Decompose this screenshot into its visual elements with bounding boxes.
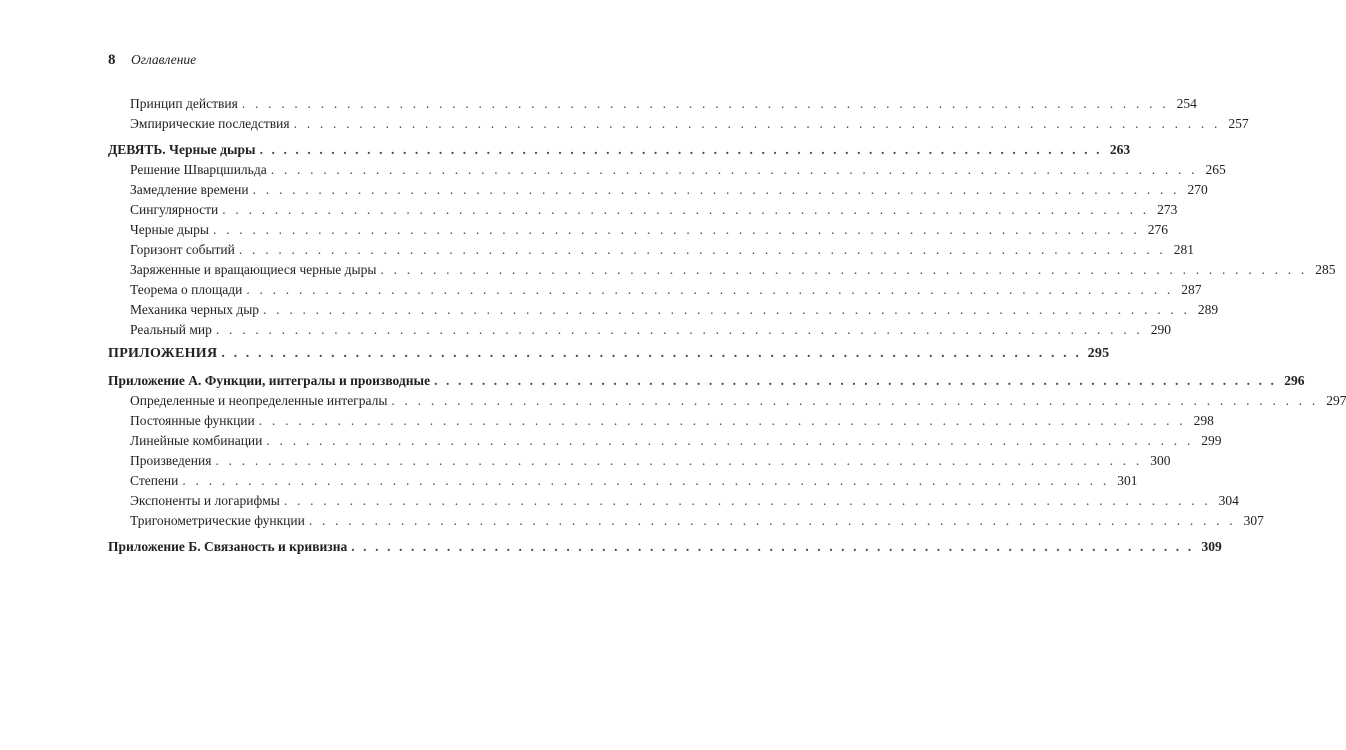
toc-entry[interactable] (108, 471, 1138, 491)
dot-leader: . . . . . . . . . . . . . . . . . . . . . . . . . . . . . . . . . . . . . . . . . . . . . . . . . . . . . . . . . . . . . . . . . . . . . . . (215, 322, 1143, 337)
toc-entry[interactable] (108, 491, 1239, 511)
toc-entry-page: 297 (1326, 393, 1346, 408)
toc-entry[interactable] (108, 160, 1226, 180)
toc-entry[interactable] (108, 240, 1194, 260)
toc-part-label: ПРИЛОЖЕНИЯ (108, 346, 218, 361)
toc-entry[interactable] (108, 94, 1197, 114)
dot-leader: . . . . . . . . . . . . . . . . . . . . . . . . . . . . . . . . . . . . . . . . . . . . . . . . . . . . . . . . . . . . . . . . . . . . . . . (252, 182, 1180, 197)
dot-leader: . . . . . . . . . . . . . . . . . . . . . . . . . . . . . . . . . . . . . . . . . . . . . . . . . . . . . . . . . . . . . . . . . . . . . . . (266, 433, 1194, 448)
dot-leader: . . . . . . . . . . . . . . . . . . . . . . . . . . . . . . . . . . . . . . . . . . . . . . . . . . . . . . . . . . . . . . . . . . . . . . . (308, 513, 1236, 528)
toc-part[interactable] (108, 344, 1110, 364)
dot-leader: . . . . . . . . . . . . . . . . . . . . . . . . . . . . . . . . . . . . . . . . . . . . . . . . . . . . . . . . . . . . . . . . . . . . . . . (221, 346, 1082, 361)
dot-leader: . . . . . . . . . . . . . . . . . . . . . . . . . . . . . . . . . . . . . . . . . . . . . . . . . . . . . . . . . . . . . . . . . . . . . . . (434, 373, 1277, 388)
toc-entry-label: Горизонт событий (130, 242, 235, 257)
toc-entry-label: Эмпирические последствия (130, 116, 290, 131)
dot-leader: . . . . . . . . . . . . . . . . . . . . . . . . . . . . . . . . . . . . . . . . . . . . . . . . . . . . . . . . . . . . . . . . . . . . . . . (391, 393, 1319, 408)
toc-chapter-page: 296 (1284, 373, 1305, 388)
toc-entry[interactable] (108, 320, 1171, 340)
dot-leader: . . . . . . . . . . . . . . . . . . . . . . . . . . . . . . . . . . . . . . . . . . . . . . . . . . . . . . . . . . . . . . . . . . . . . . . (246, 282, 1174, 297)
toc-entry-page: 265 (1205, 162, 1226, 177)
toc-entry-label: Механика черных дыр (130, 302, 260, 317)
toc-part-page: 295 (1087, 346, 1110, 361)
running-title: Оглавление (131, 52, 197, 67)
toc-entry-page: 290 (1150, 322, 1171, 337)
toc-entry[interactable] (108, 200, 1178, 220)
dot-leader: . . . . . . . . . . . . . . . . . . . . . . . . . . . . . . . . . . . . . . . . . . . . . . . . . . . . . . . . . . . . . . . . . . . . . . . (182, 473, 1110, 488)
toc-entry-page: 287 (1181, 282, 1202, 297)
toc-entry-page: 270 (1187, 182, 1208, 197)
toc-entry-label: Реальный мир (130, 322, 212, 337)
toc-entry[interactable] (108, 451, 1171, 471)
toc-entry-page: 299 (1201, 433, 1222, 448)
toc-entry[interactable] (108, 511, 1264, 531)
toc-chapter-label: Приложение Б. Связаность и кривизна (108, 539, 348, 554)
toc-entry[interactable] (108, 220, 1169, 240)
toc-entry[interactable] (108, 391, 1346, 411)
dot-leader: . . . . . . . . . . . . . . . . . . . . . . . . . . . . . . . . . . . . . . . . . . . . . . . . . . . . . . . . . . . . . . . . . . . . . . . (258, 413, 1186, 428)
dot-leader: . . . . . . . . . . . . . . . . . . . . . . . . . . . . . . . . . . . . . . . . . . . . . . . . . . . . . . . . . . . . . . . . . . . . . . . (351, 539, 1194, 554)
toc-entry-page: 289 (1197, 302, 1219, 317)
toc-entry-page: 276 (1147, 222, 1169, 237)
dot-leader: . . . . . . . . . . . . . . . . . . . . . . . . . . . . . . . . . . . . . . . . . . . . . . . . . . . . . . . . . . . . . . . . . . . . . . . (380, 262, 1308, 277)
toc-entry-label: Степени (130, 473, 179, 488)
toc-entry[interactable] (108, 114, 1249, 134)
toc-entry[interactable] (108, 260, 1336, 280)
toc-entry-page: 304 (1218, 493, 1239, 508)
toc-chapter-label: ДЕВЯТЬ. Черные дыры (108, 142, 256, 157)
dot-leader: . . . . . . . . . . . . . . . . . . . . . . . . . . . . . . . . . . . . . . . . . . . . . . . . . . . . . . . . . . . . . . . . . . . . . . . (270, 162, 1198, 177)
toc-chapter[interactable] (108, 140, 1131, 160)
dot-leader: . . . . . . . . . . . . . . . . . . . . . . . . . . . . . . . . . . . . . . . . . . . . . . . . . . . . . . . . . . . . . . . . . . . . . . . (263, 302, 1191, 317)
toc-entry-label: Произведения (130, 453, 212, 468)
toc-chapter-page: 309 (1201, 539, 1222, 554)
dot-leader: . . . . . . . . . . . . . . . . . . . . . . . . . . . . . . . . . . . . . . . . . . . . . . . . . . . . . . . . . . . . . . . . . . . . . . . (283, 493, 1211, 508)
page-number: 8 (108, 52, 116, 68)
toc-entry-label: Определенные и неопределенные интегралы (130, 393, 388, 408)
toc-entry[interactable] (108, 300, 1219, 320)
dot-leader: . . . . . . . . . . . . . . . . . . . . . . . . . . . . . . . . . . . . . . . . . . . . . . . . . . . . . . . . . . . . . . . . . . . . . . . (215, 453, 1143, 468)
toc-entry[interactable] (108, 431, 1222, 451)
toc-entry[interactable] (108, 280, 1202, 300)
toc-entry-page: 281 (1173, 242, 1194, 257)
page-header (108, 50, 196, 71)
toc-entry-label: Принцип действия (130, 96, 238, 111)
toc-entry-label: Сингулярности (130, 202, 219, 217)
toc-entry-label: Теорема о площади (130, 282, 243, 297)
toc-chapter-page: 263 (1109, 142, 1131, 157)
toc-entry-label: Тригонометрические функции (130, 513, 305, 528)
toc-chapter[interactable] (108, 371, 1305, 391)
toc-chapter-label: Приложение А. Функции, интегралы и производные (108, 373, 431, 388)
toc-entry-label: Постоянные функции (130, 413, 255, 428)
toc-entry-page: 300 (1150, 453, 1171, 468)
toc-entry-label: Заряженные и вращающиеся черные дыры (130, 262, 377, 277)
dot-leader: . . . . . . . . . . . . . . . . . . . . . . . . . . . . . . . . . . . . . . . . . . . . . . . . . . . . . . . . . . . . . . . . . . . . . . . (222, 202, 1150, 217)
toc-entry-label: Решение Шварцшильда (130, 162, 267, 177)
toc-chapter[interactable] (108, 537, 1222, 557)
toc-entry-label: Черные дыры (130, 222, 209, 237)
toc-entry-page: 298 (1193, 413, 1214, 428)
toc-entry-page: 301 (1117, 473, 1138, 488)
toc-entry-label: Линейные комбинации (130, 433, 263, 448)
dot-leader: . . . . . . . . . . . . . . . . . . . . . . . . . . . . . . . . . . . . . . . . . . . . . . . . . . . . . . . . . . . . . . . . . . . . . . . (241, 96, 1169, 111)
dot-leader: . . . . . . . . . . . . . . . . . . . . . . . . . . . . . . . . . . . . . . . . . . . . . . . . . . . . . . . . . . . . . . . . . . . . . . . (212, 222, 1141, 237)
toc-entry[interactable] (108, 411, 1214, 431)
toc-entry-page: 307 (1243, 513, 1264, 528)
toc-entry-page: 273 (1157, 202, 1178, 217)
toc-entry[interactable] (108, 180, 1208, 200)
toc-entry-label: Замедление времени (130, 182, 249, 197)
dot-leader: . . . . . . . . . . . . . . . . . . . . . . . . . . . . . . . . . . . . . . . . . . . . . . . . . . . . . . . . . . . . . . . . . . . . . . . (238, 242, 1166, 257)
toc-entry-label: Экспоненты и логарифмы (130, 493, 280, 508)
dot-leader: . . . . . . . . . . . . . . . . . . . . . . . . . . . . . . . . . . . . . . . . . . . . . . . . . . . . . . . . . . . . . . . . . . . . . . . (293, 116, 1221, 131)
toc-entry-page: 257 (1228, 116, 1249, 131)
toc-entry-page: 254 (1176, 96, 1197, 111)
toc-entry-page: 285 (1315, 262, 1336, 277)
dot-leader: . . . . . . . . . . . . . . . . . . . . . . . . . . . . . . . . . . . . . . . . . . . . . . . . . . . . . . . . . . . . . . . . . . . . . . . (259, 142, 1103, 157)
